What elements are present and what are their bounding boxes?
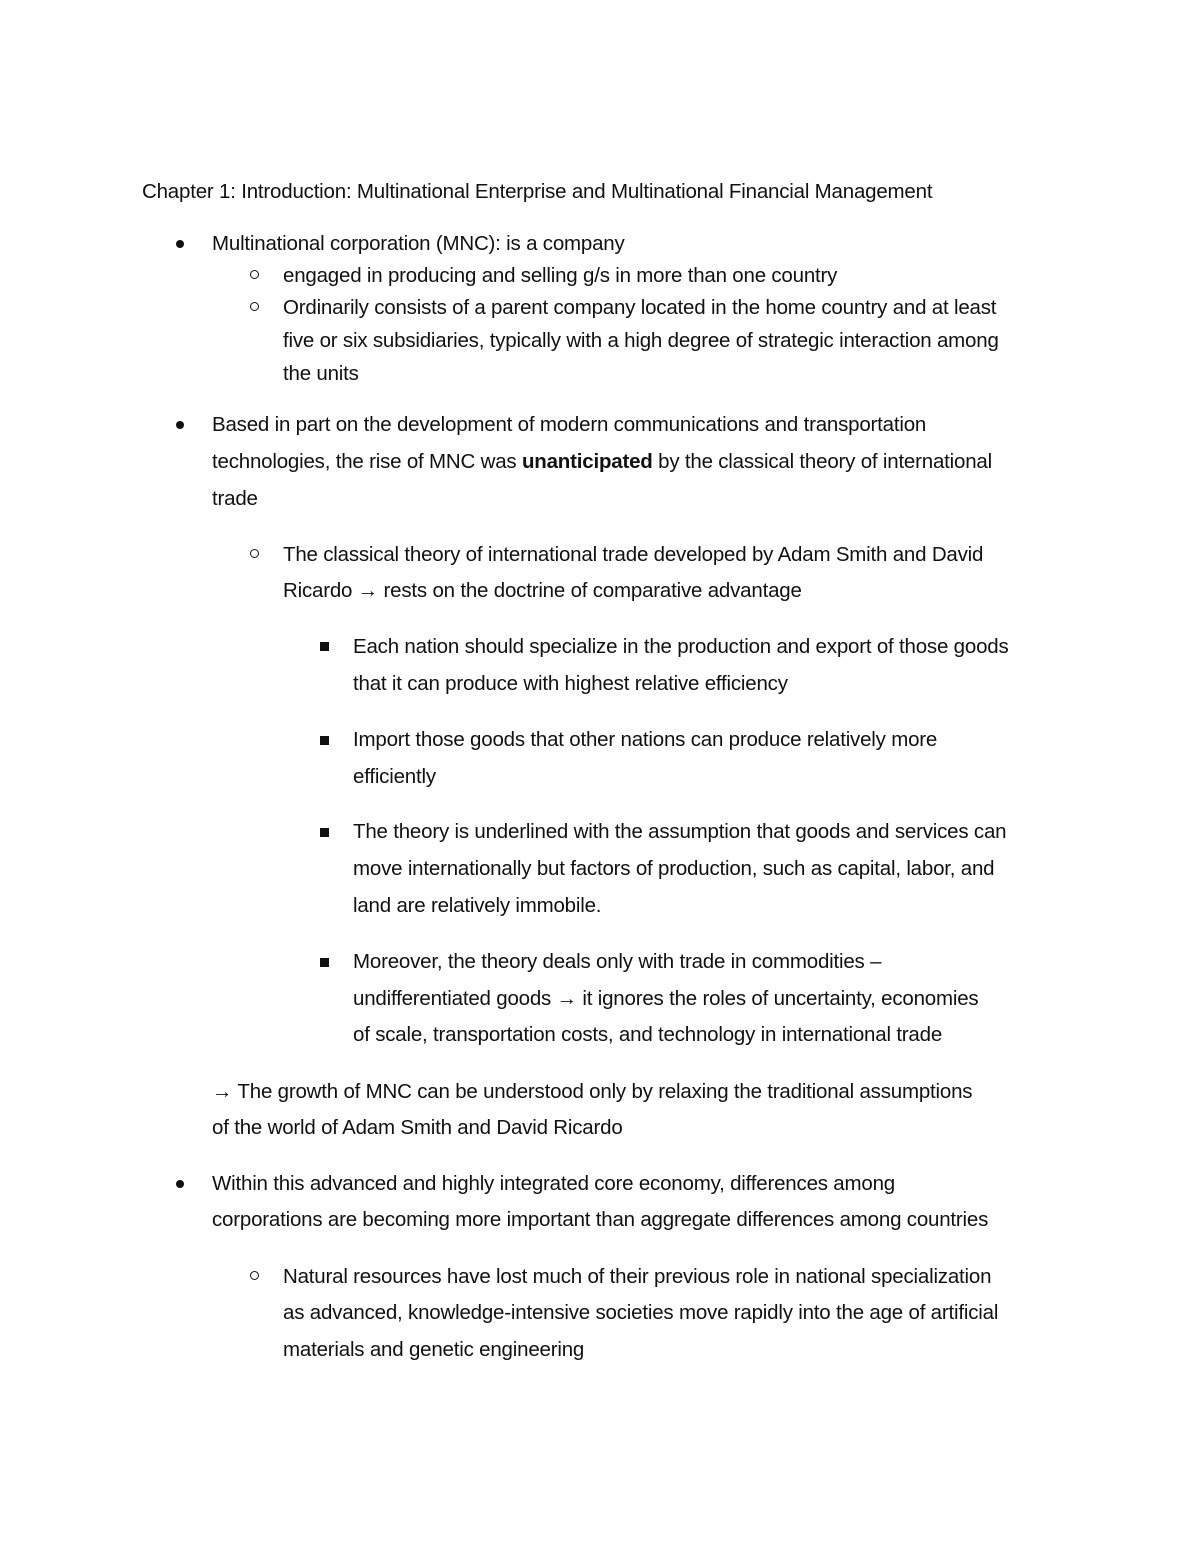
chapter-title: Chapter 1: Introduction: Multinational Enterprise and Multinational Financial Management <box>142 180 933 203</box>
sub-sub-bullet-text: Import those goods that other nations can produce relatively more <box>353 728 938 751</box>
bullet-text: Within this advanced and highly integrated core economy, differences among <box>212 1172 895 1195</box>
sub-sub-bullet-text: efficiently <box>353 765 436 788</box>
text-segment: by the classical theory of international <box>652 450 992 473</box>
sub-sub-bullet-text: land are relatively immobile. <box>353 894 602 917</box>
sub-bullet-text: Ricardo → rests on the doctrine of comparative advantage <box>283 579 802 602</box>
bullet-text: trade <box>212 487 258 510</box>
bullet-disc-icon <box>176 240 184 248</box>
sub-sub-bullet-text: The theory is underlined with the assumption that goods and services can <box>353 820 1007 843</box>
bullet-circle-icon <box>250 549 259 558</box>
sub-bullet-text: engaged in producing and selling g/s in more than one country <box>283 264 838 287</box>
sub-bullet-text: five or six subsidiaries, typically with a high degree of strategic interaction among <box>283 329 999 352</box>
sub-sub-bullet-text: of scale, transportation costs, and technology in international trade <box>353 1023 943 1046</box>
bullet-square-icon <box>320 958 329 967</box>
emphasis-text: unanticipated <box>521 450 653 473</box>
bullet-text: corporations are becoming more important than aggregate differences among countries <box>212 1208 989 1231</box>
bullet-circle-icon <box>250 270 259 279</box>
sub-bullet-text: materials and genetic engineering <box>283 1338 585 1361</box>
bullet-square-icon <box>320 736 329 745</box>
text-segment: technologies, the rise of MNC was <box>212 450 522 473</box>
bullet-circle-icon <box>250 302 259 311</box>
sub-bullet-text: as advanced, knowledge-intensive societies move rapidly into the age of artificial <box>283 1301 999 1324</box>
sub-sub-bullet-text: Each nation should specialize in the production and export of those goods <box>353 635 1009 658</box>
bullet-disc-icon <box>176 421 184 429</box>
sub-bullet-text: the units <box>283 362 359 385</box>
sub-bullet-text: Ordinarily consists of a parent company located in the home country and at least <box>283 296 997 319</box>
sub-sub-bullet-text: that it can produce with highest relative efficiency <box>353 672 788 695</box>
sub-sub-bullet-text: Moreover, the theory deals only with trade in commodities – <box>353 950 882 973</box>
bullet-text: Based in part on the development of modern communications and transportation <box>212 413 927 436</box>
bullet-text-line <box>212 450 992 474</box>
sub-bullet-text: The classical theory of international trade developed by Adam Smith and David <box>283 543 984 566</box>
note-text: → The growth of MNC can be understood only by relaxing the traditional assumptions <box>212 1080 973 1103</box>
bullet-square-icon <box>320 642 329 651</box>
note-text: of the world of Adam Smith and David Ricardo <box>212 1116 623 1139</box>
sub-sub-bullet-text: move internationally but factors of production, such as capital, labor, and <box>353 857 995 880</box>
sub-sub-bullet-text: undifferentiated goods → it ignores the roles of uncertainty, economies <box>353 987 979 1010</box>
bullet-disc-icon <box>176 1180 184 1188</box>
bullet-circle-icon <box>250 1271 259 1280</box>
bullet-square-icon <box>320 828 329 837</box>
sub-bullet-text: Natural resources have lost much of their previous role in national specialization <box>283 1265 992 1288</box>
bullet-text: Multinational corporation (MNC): is a company <box>212 232 625 255</box>
